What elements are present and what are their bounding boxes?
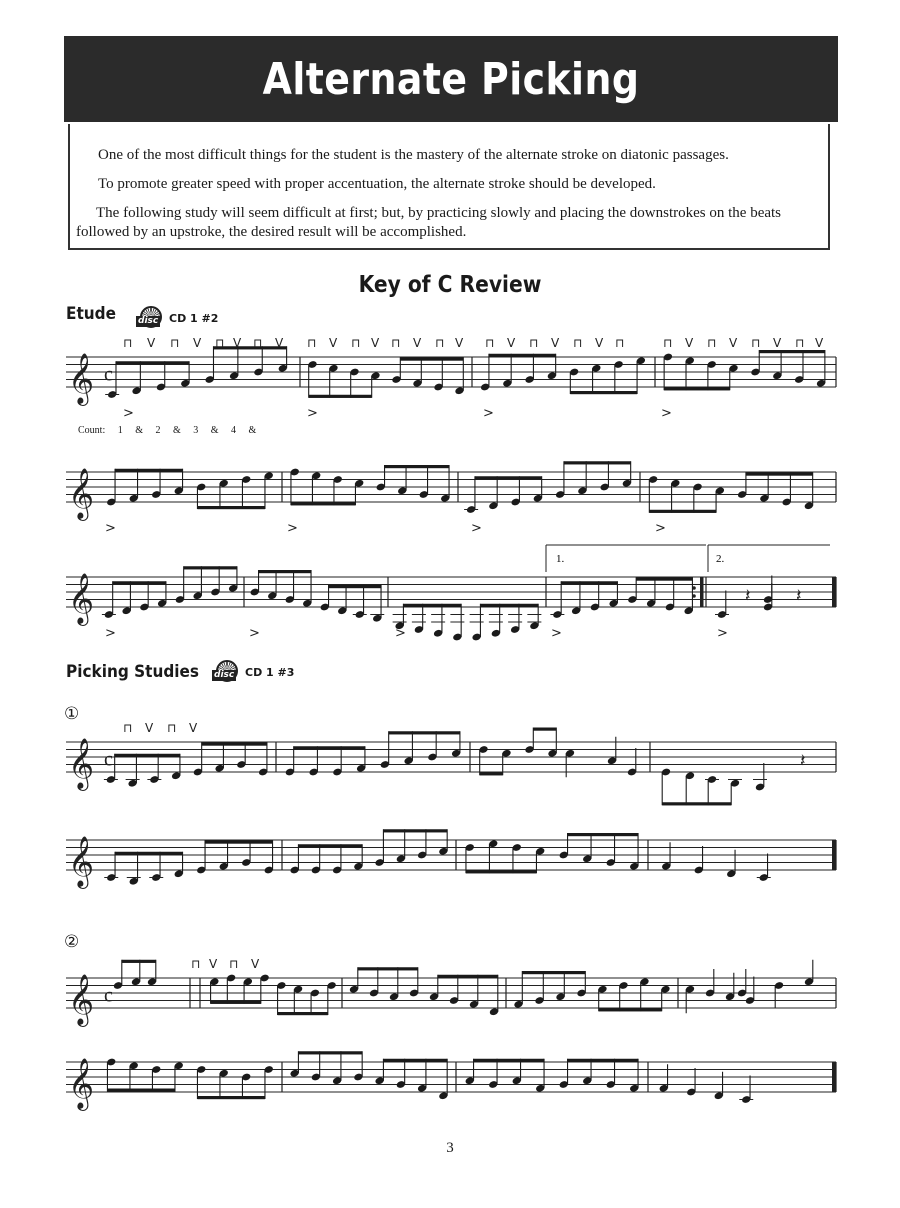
downstroke-icon: ⊓ xyxy=(215,336,225,350)
note-beam xyxy=(358,967,418,970)
accent-icon: > xyxy=(123,406,134,421)
note-beam xyxy=(385,465,450,468)
note-beam xyxy=(184,566,237,569)
page-number: 3 xyxy=(446,1140,454,1156)
repeat-dot xyxy=(692,586,696,590)
upstroke-icon: V xyxy=(455,336,464,350)
note-beam xyxy=(400,358,463,361)
note-beam xyxy=(664,387,730,390)
upstroke-icon: V xyxy=(507,336,516,350)
note-beam xyxy=(329,585,382,588)
accent-icon: > xyxy=(287,521,298,536)
upstroke-icon: V xyxy=(815,336,824,350)
note-beam xyxy=(298,844,362,847)
upstroke-icon: V xyxy=(329,336,338,350)
downstroke-icon: ⊓ xyxy=(191,957,201,971)
upstroke-icon: V xyxy=(147,336,156,350)
note-beam xyxy=(746,473,813,476)
count-line: Count: 1 & 2 & 3 & 4 & xyxy=(78,425,257,436)
note-beam xyxy=(568,833,639,836)
downstroke-icon: ⊓ xyxy=(573,336,583,350)
note-beam xyxy=(294,746,365,749)
note-beam xyxy=(533,728,556,731)
upstroke-icon: V xyxy=(275,336,284,350)
note-beam xyxy=(568,1059,639,1062)
upstroke-icon: V xyxy=(729,336,738,350)
note-beam xyxy=(570,391,637,394)
note-beam xyxy=(561,581,617,584)
key-title: Key of C Review xyxy=(358,272,542,298)
time-signature: c xyxy=(104,363,113,386)
note-beam xyxy=(205,841,272,844)
accent-icon: > xyxy=(551,626,562,641)
picking-studies-label: Picking Studies xyxy=(66,662,200,682)
cd-disc-icon: disc xyxy=(136,306,166,330)
repeat-bar xyxy=(700,577,704,607)
note-beam xyxy=(115,469,183,472)
note-beam xyxy=(383,1059,447,1062)
note-beam xyxy=(197,1096,265,1099)
treble-clef-icon: 𝄞 xyxy=(68,738,95,789)
note-beam xyxy=(522,971,585,974)
downstroke-icon: ⊓ xyxy=(123,721,133,735)
final-bar-line xyxy=(832,840,836,870)
treble-clef-icon: 𝄞 xyxy=(68,468,95,519)
quarter-rest-icon: 𝄽 xyxy=(745,585,751,607)
accent-icon: > xyxy=(483,406,494,421)
first-ending-label: 1. xyxy=(556,553,565,565)
note-beam xyxy=(383,829,447,832)
accent-icon: > xyxy=(105,626,116,641)
downstroke-icon: ⊓ xyxy=(707,336,717,350)
note-beam xyxy=(107,1089,175,1092)
study-number-1: ① xyxy=(64,704,80,724)
etude-label: Etude xyxy=(66,304,116,324)
final-bar-line xyxy=(832,577,836,607)
treble-clef-icon: 𝄞 xyxy=(68,974,95,1025)
note-beam xyxy=(474,1059,545,1062)
accent-icon: > xyxy=(471,521,482,536)
upstroke-icon: V xyxy=(193,336,202,350)
note-beam xyxy=(599,1008,662,1011)
note-beam xyxy=(759,350,825,353)
note-beam xyxy=(475,476,542,479)
upstroke-icon: V xyxy=(251,957,260,971)
accent-icon: > xyxy=(105,521,116,536)
treble-clef-icon: 𝄞 xyxy=(68,353,95,404)
note-beam xyxy=(211,1001,261,1004)
treble-clef-icon: 𝄞 xyxy=(68,836,95,887)
note-beam xyxy=(298,1051,362,1054)
note-beam xyxy=(389,731,460,734)
downstroke-icon: ⊓ xyxy=(253,336,263,350)
note-beam xyxy=(291,502,356,505)
note-beam xyxy=(122,960,156,963)
page-title: Alternate Picking xyxy=(262,53,640,105)
downstroke-icon: ⊓ xyxy=(615,336,625,350)
downstroke-icon: ⊓ xyxy=(229,957,239,971)
upstroke-icon: V xyxy=(595,336,604,350)
etude-cd-track: CD 1 #2 xyxy=(169,311,219,325)
picking-cd-track: CD 1 #3 xyxy=(245,665,295,679)
treble-clef-icon: 𝄞 xyxy=(68,1058,95,1109)
accent-icon: > xyxy=(395,626,406,641)
note-beam xyxy=(115,852,183,855)
note-beam xyxy=(309,395,372,398)
downstroke-icon: ⊓ xyxy=(529,336,539,350)
downstroke-icon: ⊓ xyxy=(170,336,180,350)
note-beam xyxy=(466,870,537,873)
intro-paragraph: To promote greater speed with proper accentuation, the alternate stroke should be developed. xyxy=(98,176,656,192)
downstroke-icon: ⊓ xyxy=(123,336,133,350)
upstroke-icon: V xyxy=(551,336,560,350)
note-beam xyxy=(197,506,265,509)
accent-icon: > xyxy=(661,406,672,421)
intro-paragraph: One of the most difficult things for the student is the mastery of the alternate stroke on diatonic passages. xyxy=(98,147,729,163)
downstroke-icon: ⊓ xyxy=(663,336,673,350)
downstroke-icon: ⊓ xyxy=(167,721,177,735)
second-ending-label: 2. xyxy=(716,553,725,565)
downstroke-icon: ⊓ xyxy=(795,336,805,350)
study-number-2: ② xyxy=(64,932,80,952)
repeat-dot xyxy=(692,594,696,598)
accent-icon: > xyxy=(717,626,728,641)
note-beam xyxy=(662,802,731,805)
note-beam xyxy=(564,461,631,464)
note-beam xyxy=(480,772,503,775)
treble-clef-icon: 𝄞 xyxy=(68,573,95,624)
time-signature: c xyxy=(104,748,113,771)
note-beam xyxy=(116,361,189,364)
downstroke-icon: ⊓ xyxy=(307,336,317,350)
quarter-rest-icon: 𝄽 xyxy=(800,750,806,772)
upstroke-icon: V xyxy=(371,336,380,350)
note-beam xyxy=(438,975,498,978)
note-beam xyxy=(113,581,166,584)
downstroke-icon: ⊓ xyxy=(351,336,361,350)
downstroke-icon: ⊓ xyxy=(751,336,761,350)
note-beam xyxy=(115,754,180,757)
upstroke-icon: V xyxy=(209,957,218,971)
time-signature: c xyxy=(104,984,113,1007)
downstroke-icon: ⊓ xyxy=(435,336,445,350)
upstroke-icon: V xyxy=(233,336,242,350)
upstroke-icon: V xyxy=(413,336,422,350)
note-beam xyxy=(202,743,267,746)
accent-icon: > xyxy=(249,626,260,641)
upstroke-icon: V xyxy=(189,721,198,735)
note-beam xyxy=(649,510,716,513)
note-beam xyxy=(259,570,312,573)
note-beam xyxy=(403,604,461,607)
note-beam xyxy=(636,578,692,581)
upstroke-icon: V xyxy=(685,336,694,350)
accent-icon: > xyxy=(655,521,666,536)
upstroke-icon: V xyxy=(145,721,154,735)
upstroke-icon: V xyxy=(773,336,782,350)
downstroke-icon: ⊓ xyxy=(485,336,495,350)
note-beam xyxy=(278,1012,328,1015)
quarter-rest-icon: 𝄽 xyxy=(796,585,802,607)
downstroke-icon: ⊓ xyxy=(391,336,401,350)
cd-disc-icon: disc xyxy=(212,660,242,684)
note-beam xyxy=(480,604,538,607)
intro-paragraph: The following study will seem difficult at first; but, by practicing slowly and placing the downstrokes on the beats followed by an upstroke, the desired result will be accomplished. xyxy=(76,205,782,240)
final-bar-line xyxy=(832,1062,836,1092)
accent-icon: > xyxy=(307,406,318,421)
note-beam xyxy=(489,354,556,357)
